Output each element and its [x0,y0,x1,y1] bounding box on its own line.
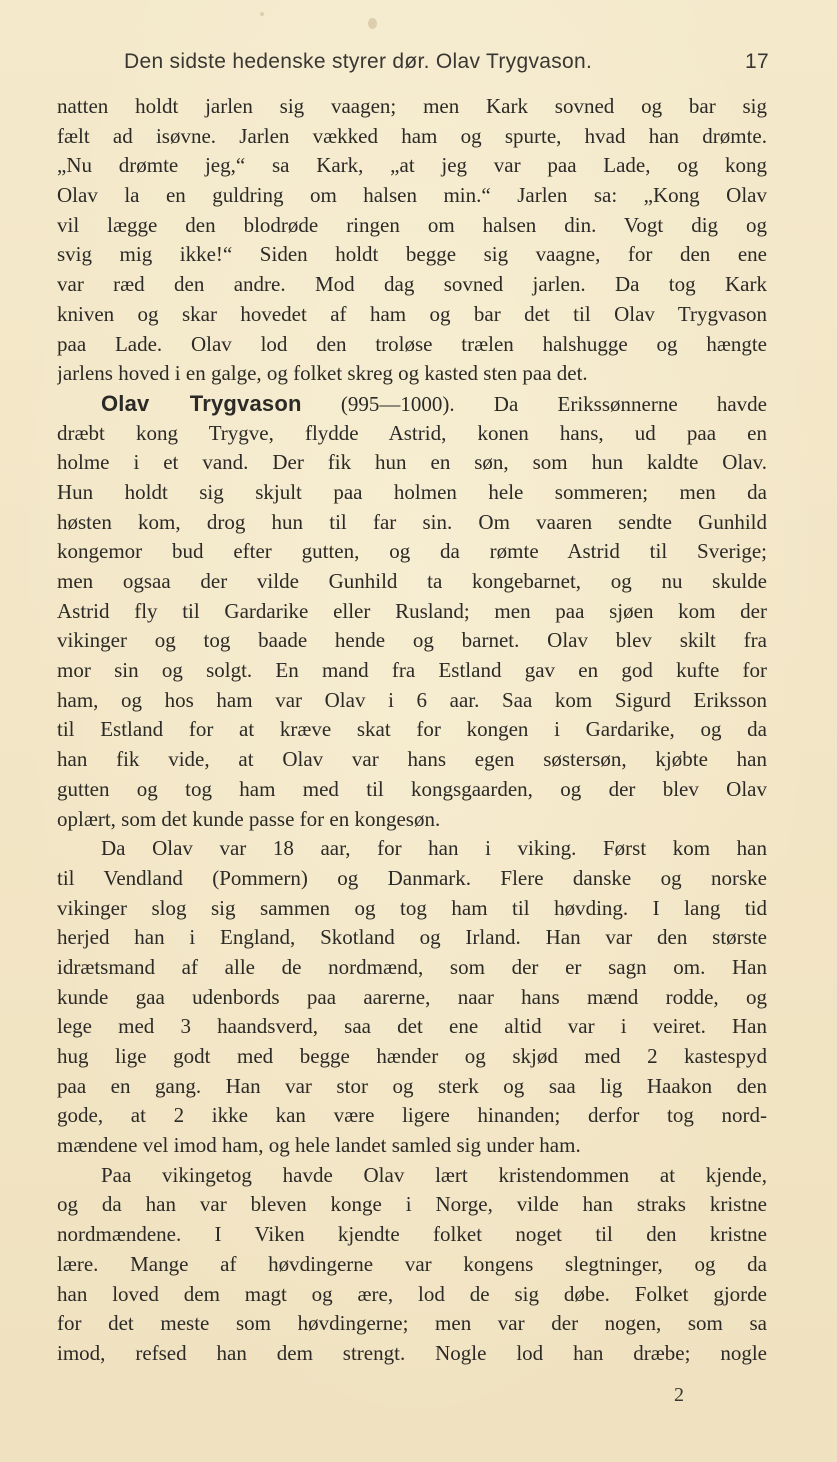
text-line: dræbt kong Trygve, flydde Astrid, konen hans, ud paa en [57,420,767,445]
running-title: Den sidste hedenske styrer dør. Olav Trygvason. [124,50,593,73]
text-line: lege med 3 haandsverd, saa det ene altid var i veiret. Han [57,1014,767,1039]
text-line: oplært, som det kunde passe for en kongesøn. [57,806,441,831]
text-line: og da han var bleven konge i Norge, vilde han straks kristne [57,1192,767,1217]
text-line: til Estland for at kræve skat for kongen i Gardarike, og da [57,717,767,742]
text-line: men ogsaa der vilde Gunhild ta kongebarnet, og nu skulde [57,569,767,593]
text-line: lære. Mange af høvdingerne var kongens slegtninger, og da [57,1251,767,1276]
text-line: Astrid fly til Gardarike eller Rusland; men paa sjøen kom der [57,598,767,623]
section-heading: Olav Trygvason [101,390,302,416]
text-line: mor sin og solgt. En mand fra Estland gav en god kufte for [57,658,767,683]
text-line: Da Olav var 18 aar, for han i viking. Først kom han [101,836,767,861]
text-line: paa Lade. Olav lod den troløse trælen halshugge og hængte [57,331,767,356]
text-line: nordmændene. I Viken kjendte folket noget til den kristne [57,1222,767,1247]
text-line: hug lige godt med begge hænder og skjød med 2 kastespyd [57,1044,767,1068]
text-line: fælt ad isøvne. Jarlen vækked ham og spurte, hvad han drømte. [57,123,767,148]
section-heading-line [57,389,767,419]
text-line: kunde gaa udenbords paa aarerne, naar hans mænd rodde, og [57,984,767,1009]
text-line: vikinger slog sig sammen og tog ham til høvding. I lang tid [57,895,767,920]
text-line: svig mig ikke!“ Siden holdt begge sig vaagne, for den ene [57,242,767,267]
text-line: vil lægge den blodrøde ringen om halsen din. Vogt dig og [57,212,767,237]
text-line: imod, refsed han dem strengt. Nogle lod han dræbe; nogle [57,1340,767,1365]
text-line: til Vendland (Pommern) og Danmark. Flere danske og norske [57,865,767,890]
foxing-spot [368,18,377,29]
text-line: vikinger og tog baade hende og barnet. Olav blev skilt fra [57,628,767,653]
running-header [124,48,769,82]
text-line: idrætsmand af alle de nordmænd, som der er sagn om. Han [57,954,767,979]
text-line: han loved dem magt og ære, lod de sig døbe. Folket gjorde [57,1281,767,1306]
text-line: paa en gang. Han var stor og sterk og saa lig Haakon den [57,1073,767,1098]
text-line: natten holdt jarlen sig vaagen; men Kark sovned og bar sig [57,94,767,118]
page-number: 17 [745,50,769,73]
text-line: Hun holdt sig skjult paa holmen hele sommeren; men da [57,479,767,504]
body-text [57,92,767,1369]
text-line: „Nu drømte jeg,“ sa Kark, „at jeg var paa Lade, og kong [57,153,767,178]
text-line: kongemor bud efter gutten, og da rømte Astrid til Sverige; [57,539,767,564]
signature-mark: 2 [674,1384,684,1406]
text-line: gutten og tog ham med til kongsgaarden, og der blev Olav [57,776,767,801]
text-line: høsten kom, drog hun til far sin. Om vaaren sendte Gunhild [57,509,767,534]
text-line: jarlens hoved i en galge, og folket skreg og kasted sten paa det. [57,361,588,386]
text-line: for det meste som høvdingerne; men var der nogen, som sa [57,1311,767,1336]
section-heading-rest: (995—1000). Da Erikssønnerne havde [340,391,767,416]
text-line: herjed han i England, Skotland og Irland. Han var den største [57,925,767,950]
text-line: holme i et vand. Der fik hun en søn, som hun kaldte Olav. [57,450,767,475]
text-line: mændene vel imod ham, og hele landet samled sig under ham. [57,1133,581,1158]
text-line: gode, at 2 ikke kan være ligere hinanden; derfor tog nord- [57,1103,767,1128]
text-line: Paa vikingetog havde Olav lært kristendommen at kjende, [101,1162,767,1187]
text-line: kniven og skar hovedet af ham og bar det til Olav Trygvason [57,301,767,326]
text-line: han fik vide, at Olav var hans egen søstersøn, kjøbte han [57,747,767,772]
text-line: var ræd den andre. Mod dag sovned jarlen. Da tog Kark [57,272,767,297]
text-line: ham, og hos ham var Olav i 6 aar. Saa kom Sigurd Eriksson [57,687,767,712]
foxing-spot [260,12,264,16]
text-line: Olav la en guldring om halsen min.“ Jarlen sa: „Kong Olav [57,183,767,208]
